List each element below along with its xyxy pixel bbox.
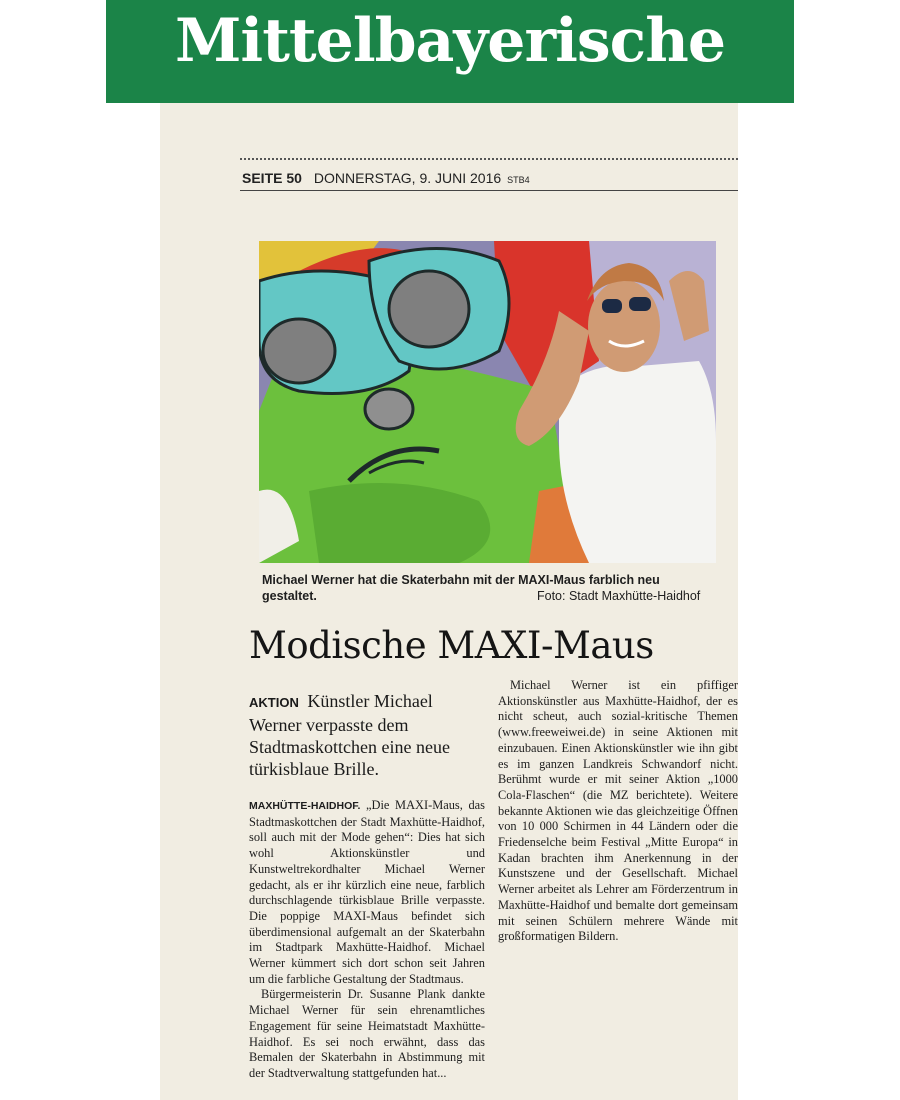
masthead-logo: Mittelbayerische — [175, 6, 725, 76]
article-photo — [259, 241, 716, 563]
mural-photo-illustration — [259, 241, 716, 563]
article-column-left — [249, 690, 485, 1082]
dateline: MAXHÜTTE-HAIDHOF. — [249, 800, 361, 812]
article-paragraph — [249, 798, 485, 987]
article-paragraph — [249, 987, 485, 1081]
issue-date: DONNERSTAG, 9. JUNI 2016 — [313, 170, 502, 186]
kicker-text: Künstler Michael Werner verpasste dem Stadtmaskottchen eine neue türkisblaue Brille. — [249, 691, 450, 779]
article-paragraph — [498, 678, 738, 945]
masthead — [106, 0, 794, 103]
article-column-right — [498, 678, 738, 945]
paragraph-3-text: Michael Werner ist ein pfiffiger Aktionskünstler aus Maxhütte-Haidhof, der es nicht scheut, auch sozial-kritische Themen (www.freeweiwei.de) in seine Aktionen mit einzubauen. Einen Aktionskünstler wie ihn gibt es im ganzen Landkreis Schwandorf nicht. Berühmt wurde er mit seiner Aktion „1000 Cola-Flaschen“ (die MZ berichtete). Weitere bekannte Aktionen wie das gleichzeitige Öffnen von 10 000 Schirmen in 44 Ländern oder die Friedenselche beim Festival „Mitte Europa“ in Kadan brachten ihm Anerkennung in der Kunstszene und der Gesellschaft. Michael Werner arbeitet als Lehrer am Förderzentrum in Maxhütte-Haidhof und bemalte dort gemeinsam mit seinen Schülern mehrere Wände mit großformatigen Bildern. — [498, 678, 738, 944]
dotted-rule — [240, 158, 738, 160]
paragraph-2-text: Bürgermeisterin Dr. Susanne Plank dankte Michael Werner für sein ehrenamtliches Engagement für seine Heimatstadt Maxhütte-Haidhof. Es sei noch erwähnt, dass das Bemalen der Skaterbahn in Abstimmung mit der Stadtverwaltung stattgefunden hat... — [249, 987, 485, 1080]
edition-code: STB4 — [507, 175, 530, 185]
paragraph-1-text: „Die MAXI-Maus, das Stadtmaskottchen der Stadt Maxhütte-Haidhof, soll auch mit der Mode gehen“: Dies hat sich wohl Aktionskünstler und Kunstweltrekordhalter Michael Werner gedacht, als er ihr kürzlich eine neue, farblich durchschlagende türkisblaue Brille verpasste. Die poppige MAXI-Maus befindet sich überdimensional aufgemalt an der Skaterbahn im Stadtpark Maxhütte-Haidhof. Michael Werner kümmert sich dort schon seit Jahren um die farbliche Gestaltung der Stadtmaus. — [249, 798, 485, 986]
page-number: SEITE 50 — [242, 170, 302, 186]
article-kicker — [249, 690, 485, 780]
article-headline: Modische MAXI-Maus — [249, 624, 654, 667]
photo-credit: Foto: Stadt Maxhütte-Haidhof — [537, 589, 701, 603]
header-rule — [240, 190, 738, 191]
page-header — [242, 170, 530, 190]
photo-caption: Michael Werner hat die Skaterbahn mit der MAXI-Maus farblich neu gestaltet. — [262, 573, 660, 603]
kicker-tag: AKTION — [249, 695, 299, 710]
